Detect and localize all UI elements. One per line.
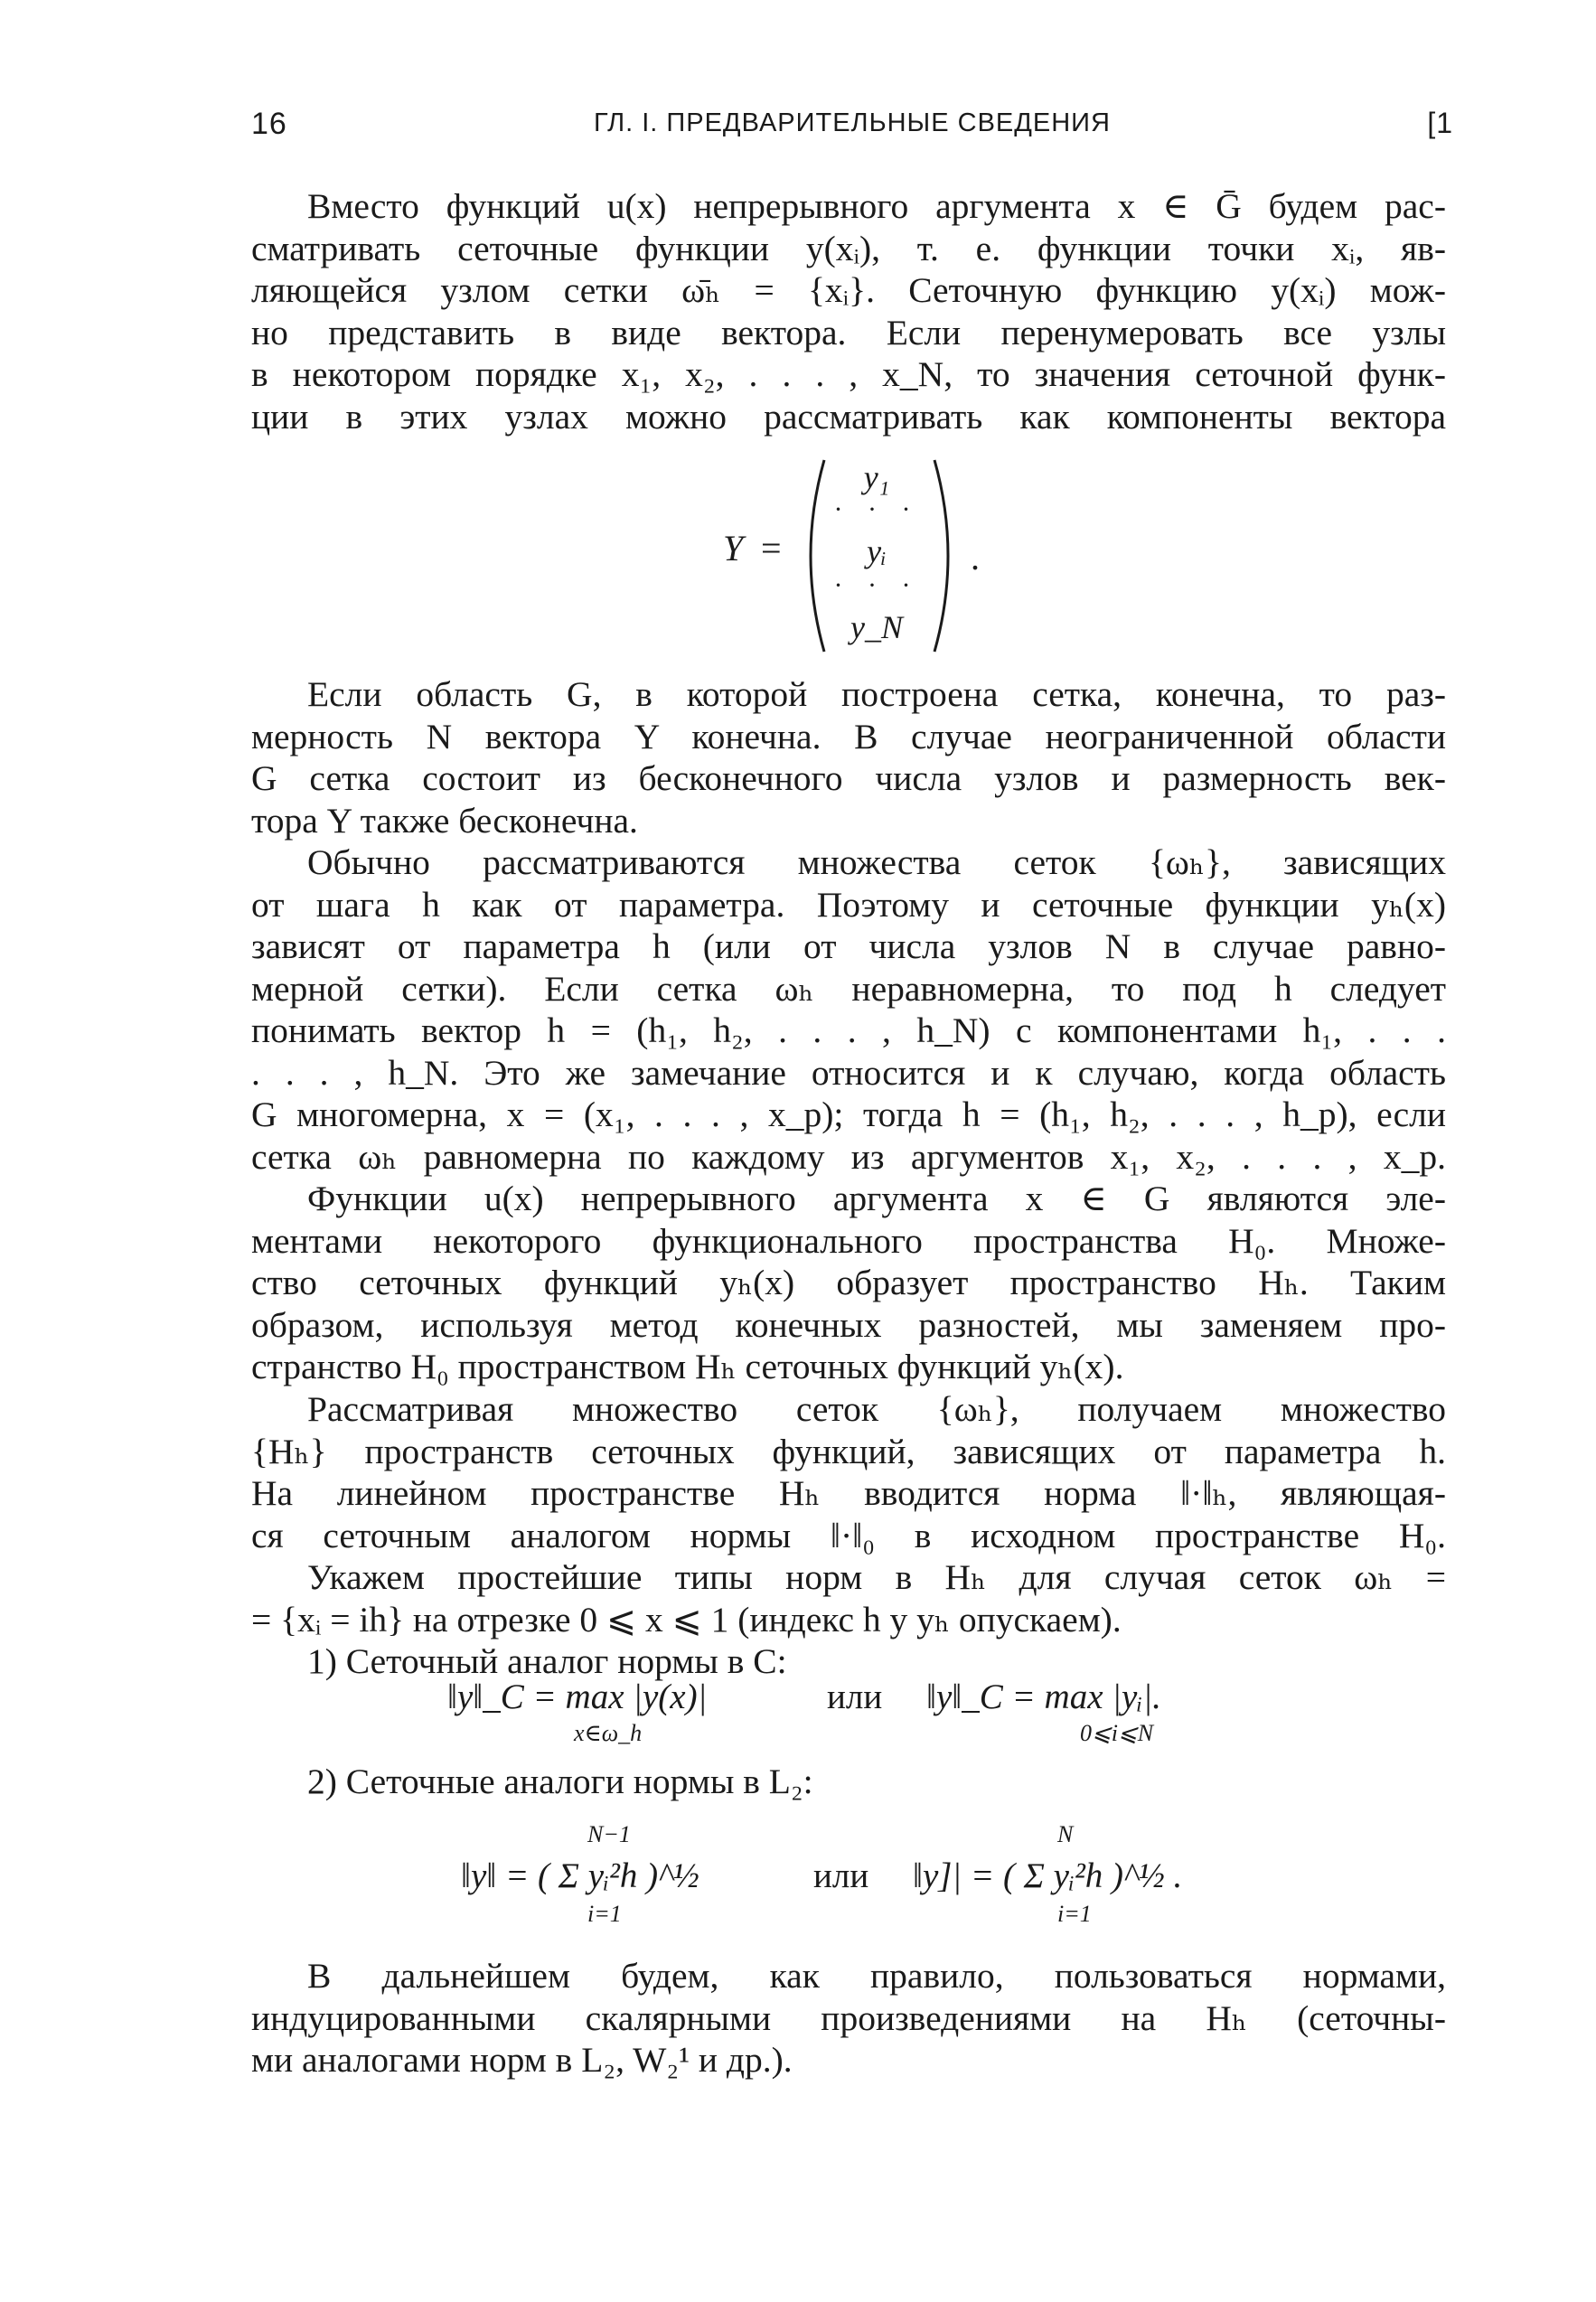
text-line: сетка ωₕ равномерна по каждому из аргументов x₁, x₂, . . . , x_p. — [251, 1136, 1446, 1177]
formula-l2-left: ‖y‖ = ( Σ yᵢ²h )^½ — [461, 1856, 699, 1895]
text-line: ся сеточным аналогом нормы ‖·‖₀ в исходном пространстве H₀. — [251, 1515, 1446, 1555]
formula-l2-left-upper: N−1 — [587, 1821, 631, 1847]
text-line: мерной сетки). Если сетка ωₕ неравномерна, то под h следует — [251, 968, 1446, 1009]
text-line: в некотором порядке x₁, x₂, . . . , x_N, то значения сеточной функ- — [251, 354, 1446, 394]
item-2-wrap — [251, 1761, 1446, 1803]
vector-entry: · · · — [833, 570, 920, 600]
section-number: [1 — [1427, 107, 1453, 139]
page-number: 16 — [251, 107, 287, 141]
paragraph-7 — [251, 1955, 1446, 2081]
text-line: Функции u(x) непрерывного аргумента x ∈ G являются эле- — [307, 1179, 1446, 1218]
text-line: {Hₕ} пространств сеточных функций, зависящих от параметра h. — [251, 1431, 1446, 1471]
formula-l2-norm — [461, 1821, 1256, 1930]
text-line: ляющейся узлом сетки ω̄ₕ = {xᵢ}. Сеточную функцию y(xᵢ) мож- — [251, 270, 1446, 310]
paragraph-6 — [251, 1556, 1446, 1683]
formula-l2-right-lower: i=1 — [1057, 1901, 1092, 1927]
paragraph-3 — [251, 841, 1446, 1178]
text-line: ми аналогами норм в L₂, W₂¹ и др.). — [251, 2040, 793, 2080]
paragraph-4 — [251, 1178, 1446, 1388]
formula-c-left-sub: x∈ω_h — [574, 1720, 643, 1746]
vector-entry: y₁ — [863, 459, 890, 495]
text-line: странство H₀ пространством Hₕ сеточных функций yₕ(x). — [251, 1347, 1124, 1386]
running-head: ГЛ. I. ПРЕДВАРИТЕЛЬНЫЕ СВЕДЕНИЯ — [594, 108, 1111, 137]
text-line: . . . , h_N. Это же замечание относится и к случаю, когда область — [251, 1052, 1446, 1093]
vector-end-punct: . — [971, 537, 980, 578]
text-line: понимать вектор h = (h₁, h₂, . . . , h_N) с компонентами h₁, . . . — [251, 1010, 1446, 1050]
vector-label: Y — [723, 528, 744, 568]
equals-sign: = — [761, 528, 782, 568]
formula-c-right-sub: 0⩽i⩽N — [1080, 1720, 1154, 1746]
text-line: ментами некоторого функционального пространства H₀. Множе- — [251, 1220, 1446, 1261]
text-line: В дальнейшем будем, как правило, пользоваться нормами, — [307, 1956, 1446, 1996]
text-line: образом, используя метод конечных разностей, мы заменяем про- — [251, 1304, 1446, 1345]
formula-l2-or: или — [813, 1856, 869, 1895]
formula-c-or: или — [827, 1677, 883, 1716]
text-line: Если область G, в которой построена сетка, конечна, то раз- — [307, 674, 1446, 714]
formula-l2-right: ‖y]| = ( Σ yᵢ²h )^½ . — [913, 1856, 1183, 1895]
vector-entry: y_N — [850, 609, 903, 645]
text-line: G сетка состоит из бесконечного числа узлов и размерность век- — [251, 758, 1446, 798]
right-paren-icon — [929, 456, 965, 655]
text-line: Обычно рассматриваются множества сеток {ωₕ}, зависящих — [307, 842, 1446, 882]
page-header — [251, 107, 1453, 161]
paragraph-1 — [251, 185, 1446, 437]
vector-formula — [705, 456, 1003, 655]
formula-c-right: ‖y‖_C = max |yᵢ|. — [926, 1677, 1161, 1716]
text-line: зависят от параметра h (или от числа узлов N в случае равно- — [251, 926, 1446, 966]
text-line: ство сеточных функций yₕ(x) образует пространство Hₕ. Таким — [251, 1263, 1446, 1302]
formula-c-left: ‖y‖_C = max |y(x)| — [447, 1677, 708, 1716]
paragraph-5 — [251, 1388, 1446, 1556]
left-paren-icon — [793, 456, 830, 655]
paragraph-2 — [251, 673, 1446, 841]
text-line: сматривать сеточные функции y(xᵢ), т. е. функции точки xᵢ, яв- — [251, 228, 1446, 268]
text-line: На линейном пространстве Hₕ вводится норма ‖·‖ₕ, являющая- — [251, 1473, 1446, 1513]
text-line: Рассматривая множество сеток {ωₕ}, получаем множество — [307, 1389, 1446, 1429]
text-line: от шага h как от параметра. Поэтому и сеточные функции yₕ(x) — [251, 884, 1446, 925]
list-item-2: 2) Сеточные аналоги нормы в L₂: — [307, 1762, 813, 1801]
text-line: ции в этих узлах можно рассматривать как компоненты вектора — [251, 396, 1446, 437]
list-item-1: 1) Сеточный аналог нормы в C: — [307, 1641, 787, 1681]
text-line: индуцированными скалярными произведениями на Hₕ (сеточны- — [251, 1997, 1446, 2038]
text-line: = {xᵢ = ih} на отрезке 0 ⩽ x ⩽ 1 (индекс h у yₕ опускаем). — [251, 1599, 1122, 1640]
text-line: Укажем простейшие типы норм в Hₕ для случая сеток ωₕ = — [307, 1557, 1446, 1597]
vector-entry: · · · — [833, 494, 920, 524]
vector-entry: yᵢ — [867, 533, 887, 569]
text-line: Вместо функций u(x) непрерывного аргумента x ∈ Ḡ будем рас- — [307, 186, 1446, 226]
text-line: но представить в виде вектора. Если перенумеровать все узлы — [251, 312, 1446, 352]
text-line: мерность N вектора Y конечна. В случае неограниченной области — [251, 716, 1446, 756]
text-line: G многомерна, x = (x₁, . . . , x_p); тогда h = (h₁, h₂, . . . , h_p), если — [251, 1095, 1446, 1134]
formula-c-norm — [447, 1677, 1261, 1758]
formula-l2-right-upper: N — [1057, 1821, 1074, 1847]
text-line: тора Y также бесконечна. — [251, 800, 638, 841]
formula-l2-left-lower: i=1 — [587, 1901, 622, 1927]
